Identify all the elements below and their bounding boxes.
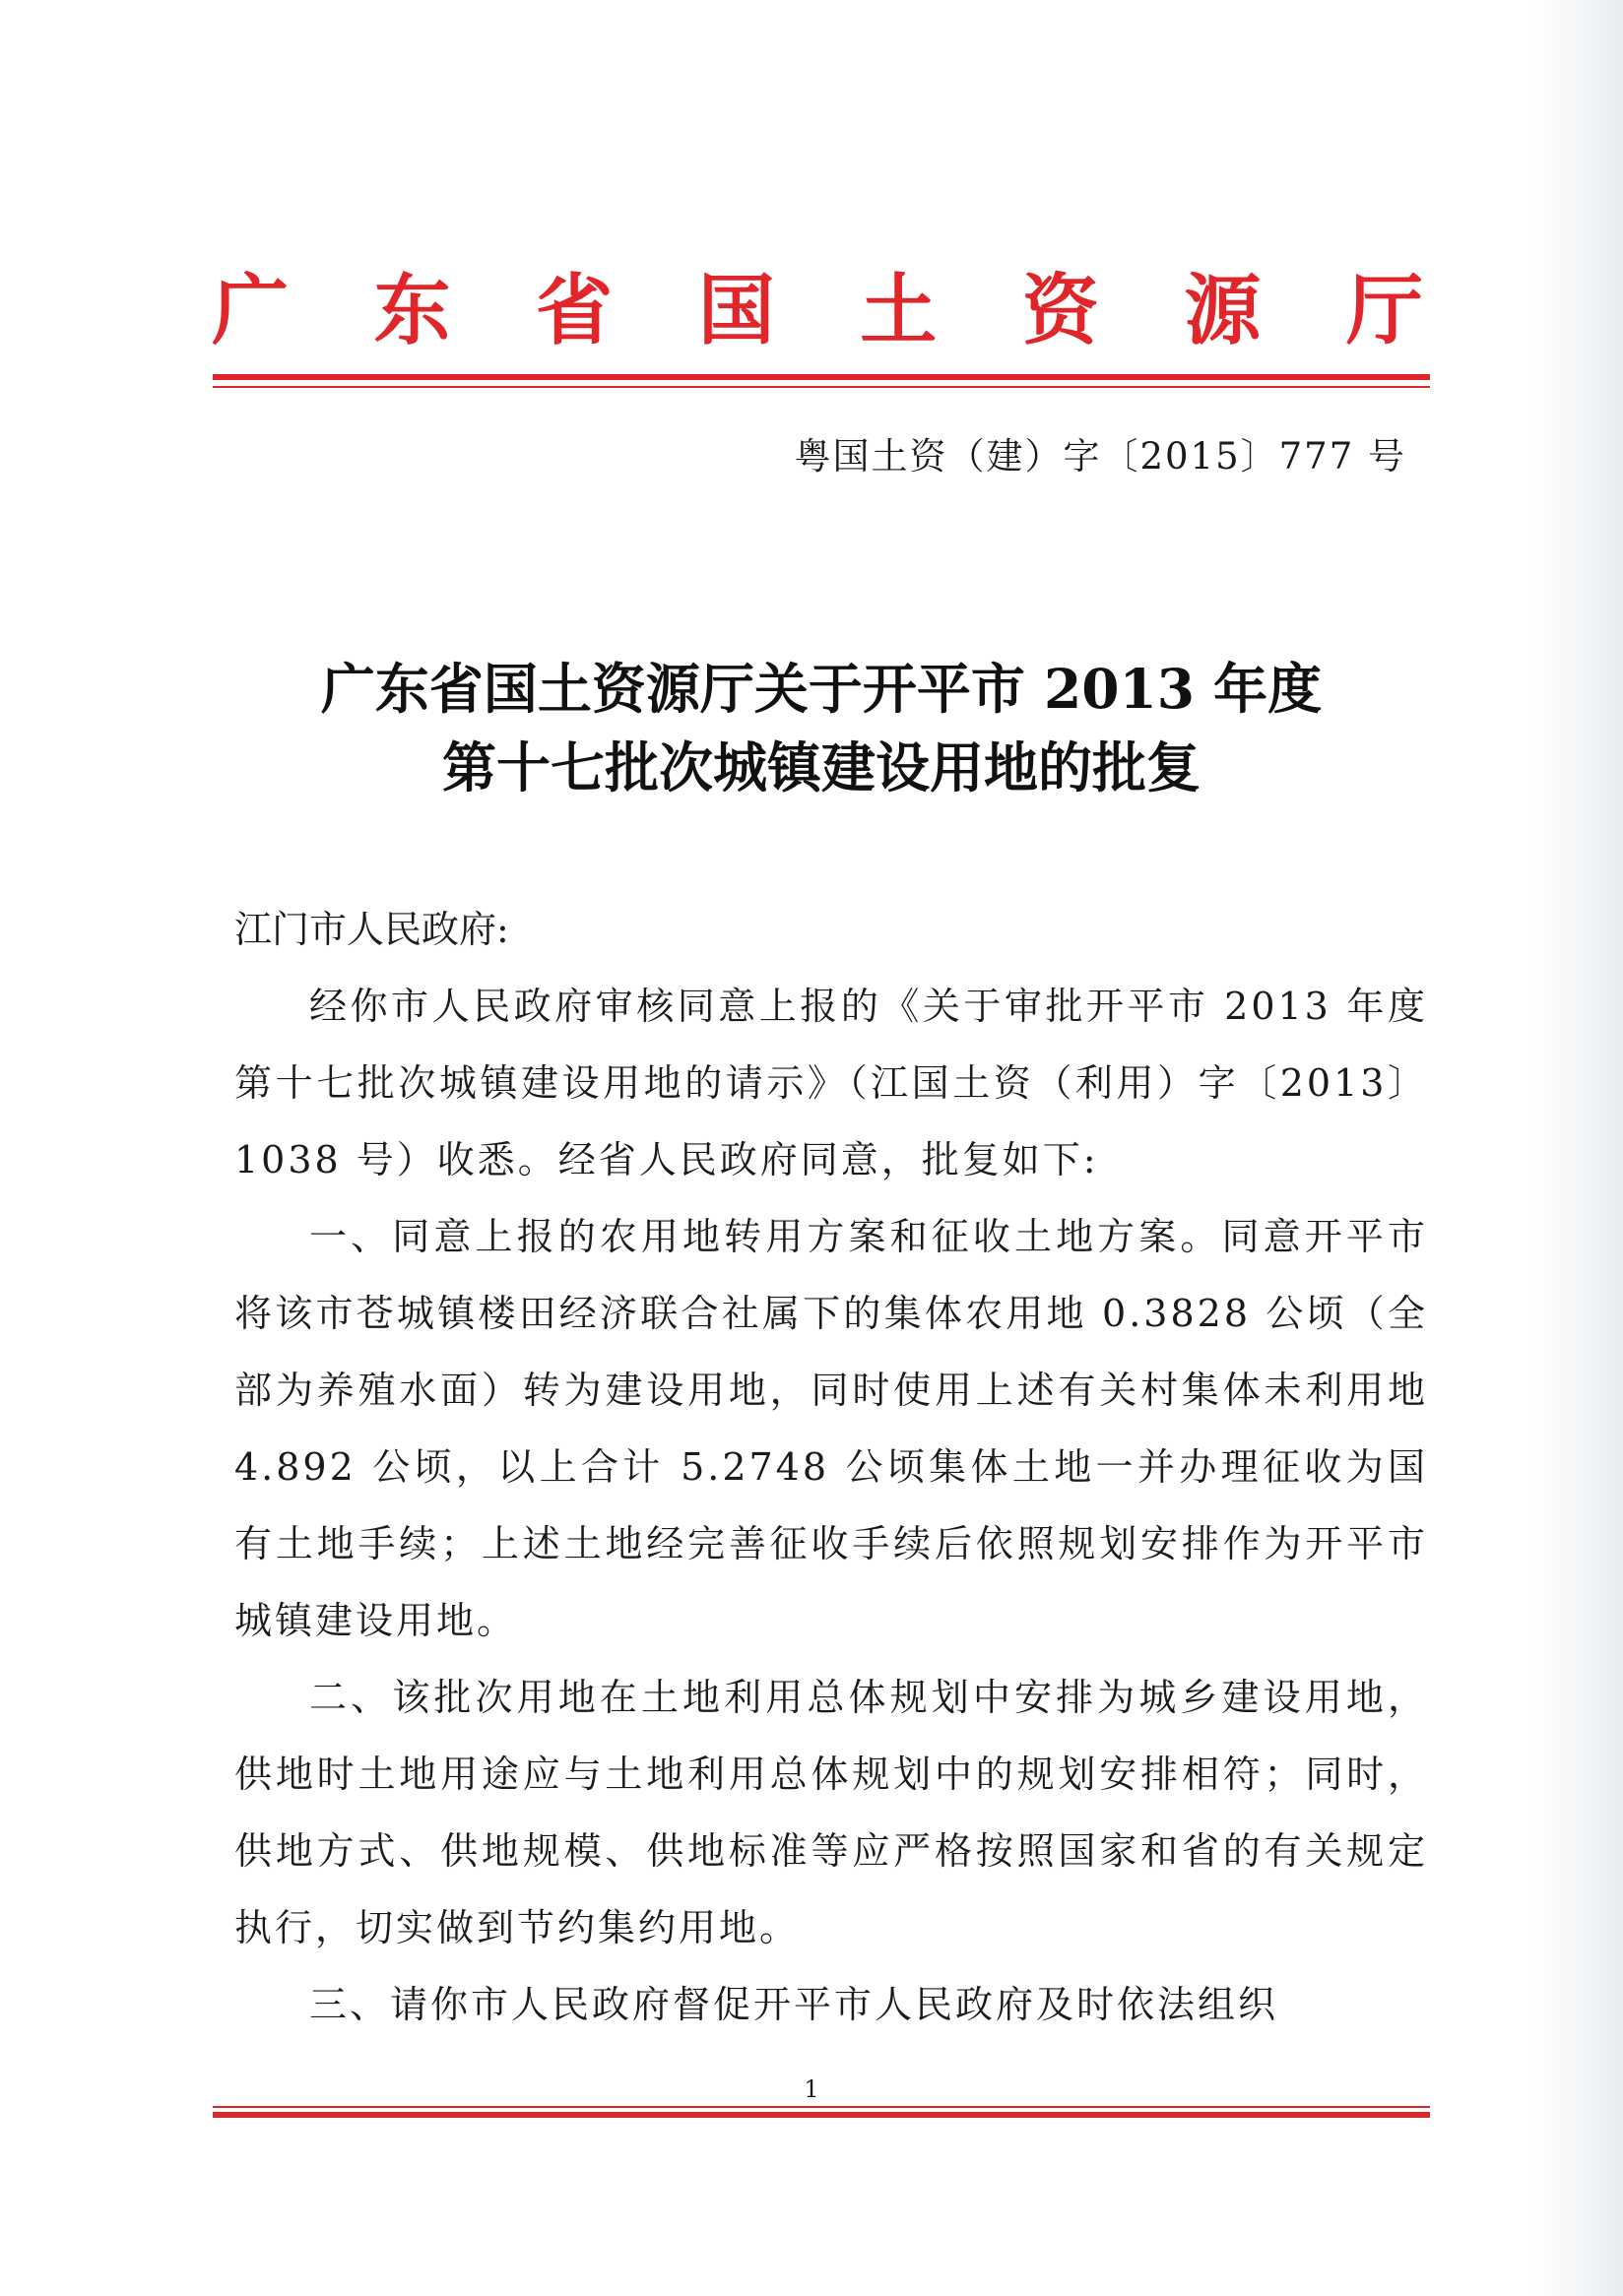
letterhead-char: 土 (860, 266, 938, 355)
letterhead-char: 源 (1184, 266, 1262, 355)
title-line-2: 第十七批次城镇建设用地的批复 (441, 735, 1201, 799)
letterhead-char: 广 (212, 266, 290, 355)
scan-edge-shadow (1534, 0, 1623, 2296)
salutation: 江门市人民政府: (234, 908, 509, 951)
page-number: 1 (804, 2075, 819, 2103)
letterhead-divider-thin (213, 386, 1430, 388)
footer-divider-thin (213, 2106, 1430, 2108)
letterhead-char: 国 (697, 266, 775, 355)
letterhead-char: 资 (1021, 266, 1099, 355)
paragraph-item-2: 二、该批次用地在土地利用总体规划中安排为城乡建设用地，供地时土地用途应与土地利用总体规划中的规划安排相符；同时，供地方式、供地规模、供地标准等应严格按照国家和省的有关规定执行，切实做到节约集约用地。 (234, 1676, 1428, 1949)
letterhead-char: 厅 (1345, 266, 1423, 355)
document-number: 粤国土资（建）字〔2015〕777 号 (794, 435, 1406, 478)
paragraph-intro: 经你市人民政府审核同意上报的《关于审批开平市 2013 年度第十七批次城镇建设用地的请示》（江国土资（利用）字〔2013〕1038 号）收悉。经省人民政府同意，批复如下: (234, 985, 1428, 1181)
title-line-1: 广东省国土资源厅关于开平市 2013 年度 (320, 657, 1323, 721)
paragraph-item-3: 三、请你市人民政府督促开平市人民政府及时依法组织 (309, 1983, 1279, 2026)
footer-divider-thick (213, 2112, 1430, 2118)
letterhead (212, 264, 1423, 358)
document-title (213, 650, 1430, 807)
document-body (234, 891, 1428, 2043)
letterhead-divider-thick (213, 374, 1430, 380)
letterhead-char: 省 (536, 266, 614, 355)
letterhead-char: 东 (373, 266, 451, 355)
paragraph-item-1: 一、同意上报的农用地转用方案和征收土地方案。同意开平市将该市苍城镇楼田经济联合社属下的集体农用地 0.3828 公顷（全部为养殖水面）转为建设用地，同时使用上述有关村集体未利用地 4.892 公顷，以上合计 5.2748 公顷集体土地一并办理征收为国有土地手续；上述土地经完善征收手续后依照规划安排作为开平市城镇建设用地。 (234, 1215, 1428, 1642)
